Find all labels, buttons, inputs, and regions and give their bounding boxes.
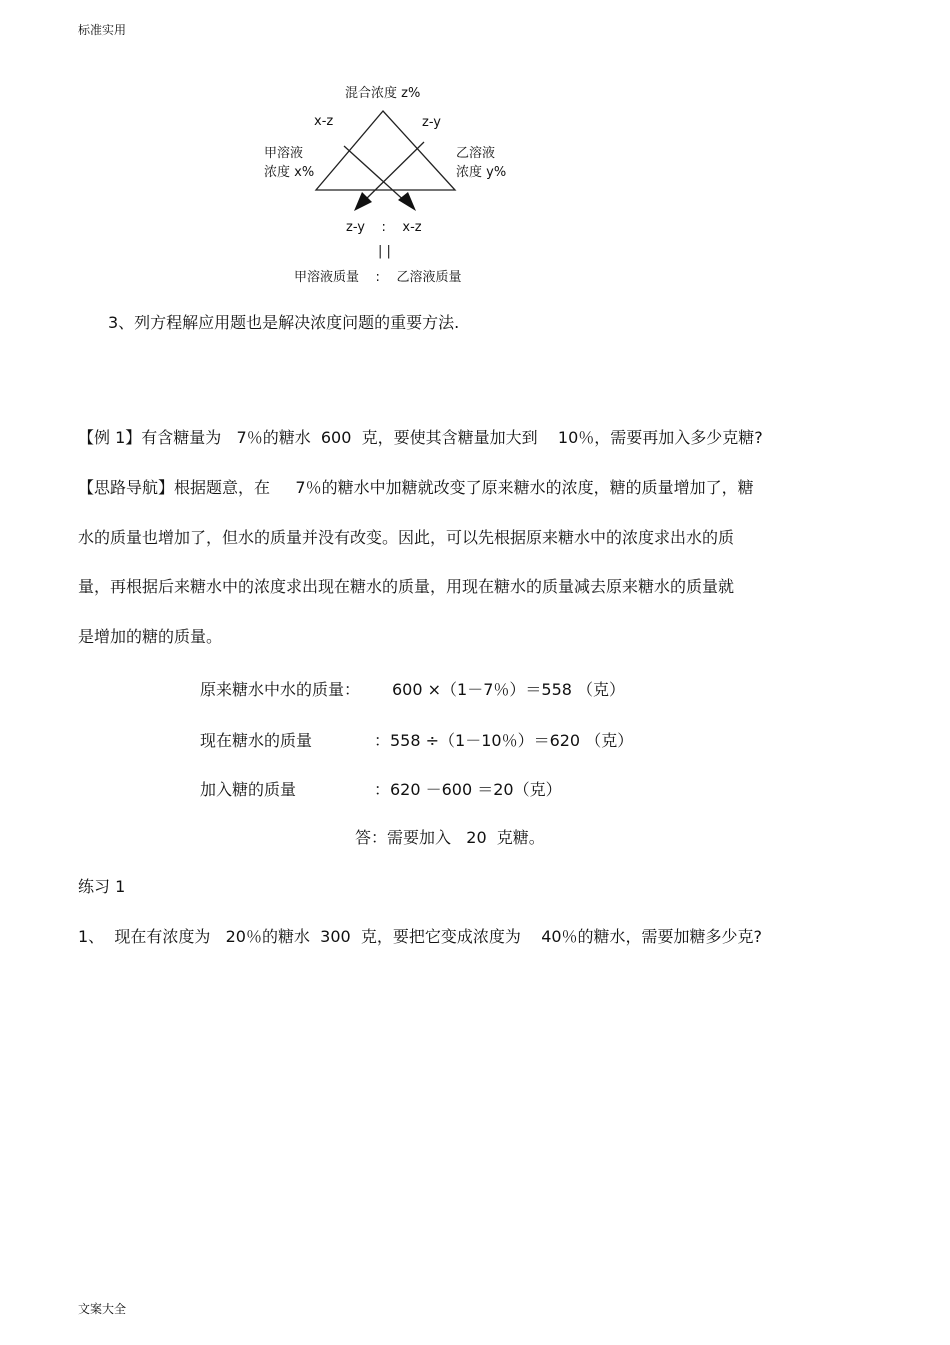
- solution-a-name: 甲溶液: [264, 146, 304, 161]
- mixed-concentration-label: 混合浓度 z%: [345, 86, 421, 101]
- mass-ratio: 甲溶液质量 : 乙溶液质量: [294, 270, 462, 285]
- cross-ratio-diagram: [250, 80, 530, 300]
- arrowhead-right: [398, 192, 416, 211]
- step-expression: ：558 ÷（1－10％）＝620 （克）: [374, 731, 634, 750]
- method-point-3: 3、列方程解应用题也是解决浓度问题的重要方法.: [108, 313, 460, 332]
- analysis-line: 水的质量也增加了，但水的质量并没有改变。因此，可以先根据原来糖水中的浓度求出水的质: [78, 528, 735, 547]
- step-expression: ：620 －600 ＝20（克）: [374, 780, 562, 799]
- example-1-title: 【例 1】有含糖量为 7％的糖水 600 克，要使其含糖量加大到 10％，需要再加入多少克糖?: [78, 428, 763, 447]
- solution-b-concentration: 浓度 y%: [456, 165, 507, 180]
- arrowhead-left: [354, 192, 372, 211]
- analysis-line: 【思路导航】根据题意，在 7％的糖水中加糖就改变了原来糖水的浓度，糖的质量增加了，糖: [78, 478, 754, 497]
- step-label: 现在糖水的质量: [200, 731, 313, 750]
- analysis-line: 量，再根据后来糖水中的浓度求出现在糖水的质量，用现在糖水的质量减去原来糖水的质量就: [78, 577, 735, 596]
- triangle-diagram-graphic: [250, 80, 530, 300]
- example-answer: 答：需要加入 20 克糖。: [355, 828, 545, 847]
- practice-title: 练习 1: [78, 877, 126, 896]
- arrow-line-left-to-right: [344, 146, 408, 204]
- page-footer: 文案大全: [78, 1302, 127, 1316]
- step-expression: 600 ×（1－7％）＝558 （克）: [392, 680, 626, 699]
- equality-mark: | |: [378, 244, 391, 259]
- step-label: 加入糖的质量: [200, 780, 297, 799]
- arrow-line-right-to-left: [361, 142, 424, 204]
- left-difference-label: x-z: [314, 114, 334, 129]
- solution-b-name: 乙溶液: [456, 146, 496, 161]
- step-label: 原来糖水中水的质量：: [200, 680, 361, 699]
- difference-ratio: z-y : x-z: [346, 220, 422, 235]
- page-header: 标准实用: [78, 23, 127, 37]
- solution-a-concentration: 浓度 x%: [264, 165, 315, 180]
- right-difference-label: z-y: [422, 115, 441, 130]
- practice-question-1: 1、 现在有浓度为 20％的糖水 300 克，要把它变成浓度为 40％的糖水，需要加糖多少克?: [78, 927, 763, 946]
- analysis-line: 是增加的糖的质量。: [78, 627, 223, 646]
